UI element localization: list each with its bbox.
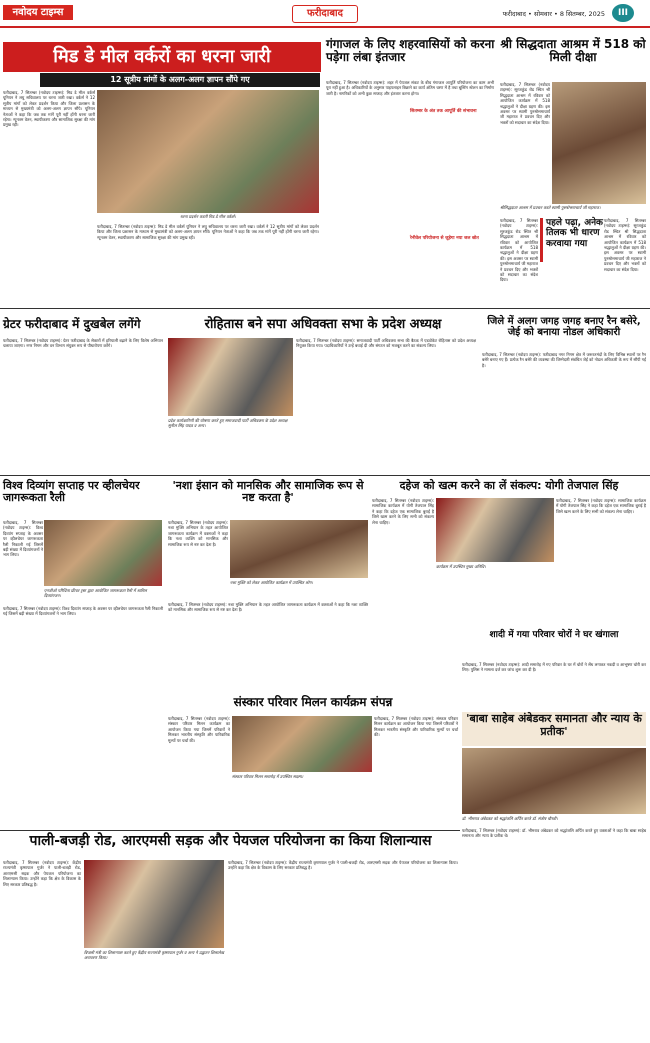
page-number: III bbox=[612, 4, 634, 22]
nasha-body: फरीदाबाद, 7 सितम्बर (नवोदय टाइम्स): नशा मुक्ति अभियान के तहत आयोजित जागरूकता कार्यक्रम में वक्ताओं ने कहा कि नशा व्यक्ति को मानसिक और सामाजिक रूप से नष्ट कर देता है। bbox=[168, 520, 230, 547]
ganga-body: फरीदाबाद, 7 सितम्बर (नवोदय टाइम्स): शहर में पेयजल संकट के बीच गंगाजल आपूर्ति परियोजना का काम अभी पूरा नहीं हुआ है। अधिकारियों के अनुसार पाइपलाइन बिछाने का कार्य अंतिम चरण में है तथा बूस्टिंग स्टेशन का निर्माण जारी है। नागरिकों को अभी कुछ सप्ताह और इंतजार करना होगा। bbox=[326, 80, 496, 96]
tree-headline: ग्रेटर फरीदाबाद में दुखबेल लगेंगे bbox=[3, 317, 141, 331]
chori-body: फरीदाबाद, 7 सितम्बर (नवोदय टाइम्स): शादी समारोह में गए परिवार के घर में चोरों ने सेंध लगाकर नकदी व आभूषण चोरी कर लिए। पुलिस ने मामला दर्ज कर जांच शुरू कर दी है। bbox=[462, 662, 648, 673]
masthead bbox=[0, 0, 650, 28]
sanskar-caption: संस्कार परिवार मिलन समारोह में उपस्थित सदस्य। bbox=[232, 774, 304, 779]
pali-headline: पाली-बजड़ी रोड, आरएमसी सड़क और पेयजल परियोजना का किया शिलान्यास bbox=[29, 833, 432, 849]
dahej-photo bbox=[436, 498, 554, 562]
sapa-caption: प्रदेश कार्यकारिणी की घोषणा करते हुए समाजवादी पार्टी अधिवक्ता के प्रदेश अध्यक्ष सुनील सिंह यादव व अन्य। bbox=[168, 418, 288, 428]
district-headline: जिले में अलग जगह जगह बनाए रैन बसेरे, जेई को बनाया नोडल अधिकारी bbox=[487, 316, 641, 339]
divyang-headline: विश्व दिव्यांग सप्ताह पर व्हीलचेयर जागरूकता रैली bbox=[3, 479, 140, 505]
ambedkar-caption: डॉ. भीमराव अंबेडकर को श्रद्धांजलि अर्पित करते डॉ. संतोष चौधरी। bbox=[462, 816, 558, 821]
divyang-photo bbox=[44, 520, 162, 586]
sanskar-body-cont: फरीदाबाद, 7 सितम्बर (नवोदय टाइम्स): संस्कार परिवार मिलन कार्यक्रम का आयोजन किया गया जिसमें परिवारों ने मिलकर भारतीय संस्कृति और पारिवारिक मूल्यों पर चर्चा की। bbox=[374, 716, 460, 738]
sapa-photo bbox=[168, 338, 293, 416]
ambedkar-body: फरीदाबाद, 7 सितम्बर (नवोदय टाइम्स): डॉ. भीमराव अंबेडकर को श्रद्धांजलि अर्पित करते हुए वक्ताओं ने कहा कि बाबा साहेब समानता और न्याय के प्रतीक थे। bbox=[462, 828, 648, 839]
divyang-body-cont: फरीदाबाद, 7 सितम्बर (नवोदय टाइम्स): विश्व दिव्यांग सप्ताह के अवसर पर व्हीलचेयर जागरूकता रैली निकाली गई जिसमें बड़ी संख्या में दिव्यांगजनों ने भाग लिया। bbox=[3, 606, 165, 617]
tree-body: फरीदाबाद, 7 सितम्बर (नवोदय टाइम्स): ग्रेटर फरीदाबाद के सेक्टरों में हरियाली बढ़ाने के लिए विशेष अभियान चलाया जाएगा। नगर निगम और वन विभाग संयुक्त रूप से पौधारोपण करेंगे। bbox=[3, 338, 165, 349]
nasha-photo bbox=[230, 520, 368, 578]
ashram-body-a: फरीदाबाद, 7 सितम्बर (नवोदय टाइम्स): सूरजकुंड रोड स्थित श्री सिद्धदाता आश्रम में रविवार को आयोजित कार्यक्रम में 518 श्रद्धालुओं ने दीक्षा ग्रहण की। इस अवसर पर स्वामी पुरुषोत्तमाचार्य जी महाराज ने प्रवचन दिए और भक्तों को सदाचार का संदेश दिया। bbox=[500, 82, 552, 125]
ambedkar-photo bbox=[462, 748, 646, 814]
nasha-headline: 'नशा इंसान को मानसिक और सामाजिक रूप से नष्ट करता है' bbox=[172, 479, 364, 505]
district-body: फरीदाबाद, 7 सितम्बर (नवोदय टाइम्स): फरीदाबाद नगर निगम क्षेत्र में जरूरतमंदों के लिए विभिन्न स्थानों पर रैन बसेरे बनाए गए हैं। प्रत्येक रैन बसेरे की व्यवस्था की जिम्मेदारी संबंधित जेई को नोडल अधिकारी के रूप में सौंपी गई है। bbox=[482, 352, 648, 368]
nasha-body-cont: फरीदाबाद, 7 सितम्बर (नवोदय टाइम्स): नशा मुक्ति अभियान के तहत आयोजित जागरूकता कार्यक्रम में वक्ताओं ने कहा कि नशा व्यक्ति को मानसिक और सामाजिक रूप से नष्ट कर देता है। bbox=[168, 602, 370, 613]
dahej-body: फरीदाबाद, 7 सितम्बर (नवोदय टाइम्स): सामाजिक कार्यक्रम में योगी तेजपाल सिंह ने कहा कि दहेज एक सामाजिक बुराई है जिसे खत्म करने के लिए सभी को संकल्प लेना चाहिए। bbox=[372, 498, 436, 525]
midday-subhead: 12 सूत्रीय मांगों के अलग-अलग ज्ञापन सौंपे गए bbox=[40, 73, 320, 87]
chori-headline: शादी में गया परिवार चोरों ने घर खंगाला bbox=[489, 630, 619, 640]
ganga-headline: गंगाजल के लिए शहरवासियों को करना पड़ेगा लंबा इंतजार bbox=[326, 37, 495, 65]
dateline: फरीदाबाद • सोमवार • 8 सितम्बर, 2025 bbox=[502, 10, 605, 18]
ganga-highlight-1: सितम्बर के अंत तक आपूर्ति की संभावना bbox=[410, 109, 477, 114]
ganga-highlight-2: रेनीवेल परियोजना से जुड़ेगा नया जल स्रोत bbox=[410, 236, 479, 241]
dahej-headline: दहेज को खत्म करने का लें संकल्प: योगी तेजपाल सिंह bbox=[399, 479, 619, 492]
nasha-caption: नशा मुक्ति को लेकर आयोजित कार्यक्रम में उपस्थित लोग। bbox=[230, 580, 313, 585]
pali-body: फरीदाबाद, 7 सितम्बर (नवोदय टाइम्स): केंद्रीय राज्यमंत्री कृष्णपाल गुर्जर ने पाली-बजड़ी रोड, आरएमसी सड़क और पेयजल परियोजना का शिलान्यास किया। उन्होंने कहा कि क्षेत्र के विकास के लिए सरकार प्रतिबद्ध है। bbox=[3, 860, 83, 887]
pali-caption: बिजली मंत्री का शिलान्यास करते हुए केंद्रीय राज्यमंत्री कृष्णपाल गुर्जर व अन्य ने उद्घाटन शिलालेख अनावरण किया। bbox=[84, 950, 224, 960]
ashram-headline: श्री सिद्धदाता आश्रम में 518 को मिली दीक्षा bbox=[500, 37, 646, 65]
ashram-body-c: फरीदाबाद, 7 सितम्बर (नवोदय टाइम्स): सूरजकुंड रोड स्थित श्री सिद्धदाता आश्रम में रविवार को आयोजित कार्यक्रम में 518 श्रद्धालुओं ने दीक्षा ग्रहण की। इस अवसर पर स्वामी पुरुषोत्तमाचार्य जी महाराज ने प्रवचन दिए और भक्तों को सदाचार का संदेश दिया। bbox=[604, 218, 648, 272]
midday-photo bbox=[97, 90, 319, 213]
dahej-body-cont: फरीदाबाद, 7 सितम्बर (नवोदय टाइम्स): सामाजिक कार्यक्रम में योगी तेजपाल सिंह ने कहा कि दहेज एक सामाजिक बुराई है जिसे खत्म करने के लिए सभी को संकल्प लेना चाहिए। bbox=[556, 498, 648, 514]
midday-body-cont: फरीदाबाद, 7 सितम्बर (नवोदय टाइम्स): मिड डे मील वर्कर्स यूनियन ने लघु सचिवालय पर धरना जारी रखा। वर्कर्स ने 12 सूत्रीय मांगों को लेकर प्रदर्शन किया और जिला प्रशासन के माध्यम से मुख्यमंत्री को अलग-अलग ज्ञापन सौंपे। यूनियन नेताओं ने कहा कि जब तक मांगें पूरी नहीं होंगी धरना जारी रहेगा। न्यूनतम वेतन, स्थायीकरण और सामाजिक सुरक्षा की मांग प्रमुख रही। bbox=[97, 224, 321, 240]
ashram-caption: श्रीसिद्धदाता आश्रम में प्रवचन करते स्वामी पुरुषोत्तमाचार्य जी महाराज। bbox=[500, 205, 601, 210]
ashram-photo bbox=[552, 82, 646, 204]
paper-name-logo: नवोदय टाइम्स bbox=[3, 5, 73, 20]
divyang-caption: एनजीओ परिचिंता फ्रीचर ट्रस्ट द्वारा आयोजित जागरूकता रैली में शामिल दिव्यांगजन। bbox=[44, 588, 147, 598]
sanskar-body: फरीदाबाद, 7 सितम्बर (नवोदय टाइम्स): संस्कार परिवार मिलन कार्यक्रम का आयोजन किया गया जिसमें परिवारों ने मिलकर भारतीय संस्कृति और पारिवारिक मूल्यों पर चर्चा की। bbox=[168, 716, 232, 743]
midday-body: फरीदाबाद, 7 सितम्बर (नवोदय टाइम्स): मिड डे मील वर्कर्स यूनियन ने लघु सचिवालय पर धरना जारी रखा। वर्कर्स ने 12 सूत्रीय मांगों को लेकर प्रदर्शन किया और जिला प्रशासन के माध्यम से मुख्यमंत्री को अलग-अलग ज्ञापन सौंपे। यूनियन नेताओं ने कहा कि जब तक मांगें पूरी नहीं होंगी धरना जारी रहेगा। न्यूनतम वेतन, स्थायीकरण और सामाजिक सुरक्षा की मांग प्रमुख रही। bbox=[3, 90, 97, 128]
sapa-body: फरीदाबाद, 7 सितम्बर (नवोदय टाइम्स): समाजवादी पार्टी अधिवक्ता सभा की बैठक में एडवोकेट रोहितास को प्रदेश अध्यक्ष नियुक्त किया गया। पदाधिकारियों ने उन्हें बधाई दी और संगठन को मजबूत करने का संकल्प लिया। bbox=[296, 338, 478, 349]
ashram-body-b: फरीदाबाद, 7 सितम्बर (नवोदय टाइम्स): सूरजकुंड रोड स्थित श्री सिद्धदाता आश्रम में रविवार को आयोजित कार्यक्रम में 518 श्रद्धालुओं ने दीक्षा ग्रहण की। इस अवसर पर स्वामी पुरुषोत्तमाचार्य जी महाराज ने प्रवचन दिए और भक्तों को सदाचार का संदेश दिया। bbox=[500, 218, 540, 283]
divyang-body: फरीदाबाद, 7 सितम्बर (नवोदय टाइम्स): विश्व दिव्यांग सप्ताह के अवसर पर व्हीलचेयर जागरूकता रैली निकाली गई जिसमें बड़ी संख्या में दिव्यांगजनों ने भाग लिया। bbox=[3, 520, 43, 558]
pali-photo bbox=[84, 860, 224, 948]
pali-body-cont: फरीदाबाद, 7 सितम्बर (नवोदय टाइम्स): केंद्रीय राज्यमंत्री कृष्णपाल गुर्जर ने पाली-बजड़ी रोड, आरएमसी सड़क और पेयजल परियोजना का शिलान्यास किया। उन्होंने कहा कि क्षेत्र के विकास के लिए सरकार प्रतिबद्ध है। bbox=[228, 860, 460, 871]
dahej-caption: कार्यक्रम में उपस्थित मुख्य अतिथि। bbox=[436, 564, 486, 569]
ashram-pull-quote: पहले पढ़ा, अनेक तिलक भी धारण करवाया गया bbox=[540, 218, 606, 262]
sapa-headline: रोहितास बने सपा अधिवक्ता सभा के प्रदेश अध्यक्ष bbox=[204, 317, 442, 332]
sanskar-headline: संस्कार परिवार मिलन कार्यक्रम संपन्न bbox=[233, 695, 393, 709]
section-title: फरीदाबाद bbox=[292, 5, 358, 23]
sanskar-photo bbox=[232, 716, 372, 772]
midday-caption: धरना प्रदर्शन करती मिड डे मील वर्कर्स। bbox=[180, 214, 236, 219]
ambedkar-headline: 'बाबा साहेब अंबेडकर समानता और न्याय के प्रतीक' bbox=[462, 712, 646, 746]
midday-headline: मिड डे मील वर्करों का धरना जारी bbox=[3, 42, 321, 72]
